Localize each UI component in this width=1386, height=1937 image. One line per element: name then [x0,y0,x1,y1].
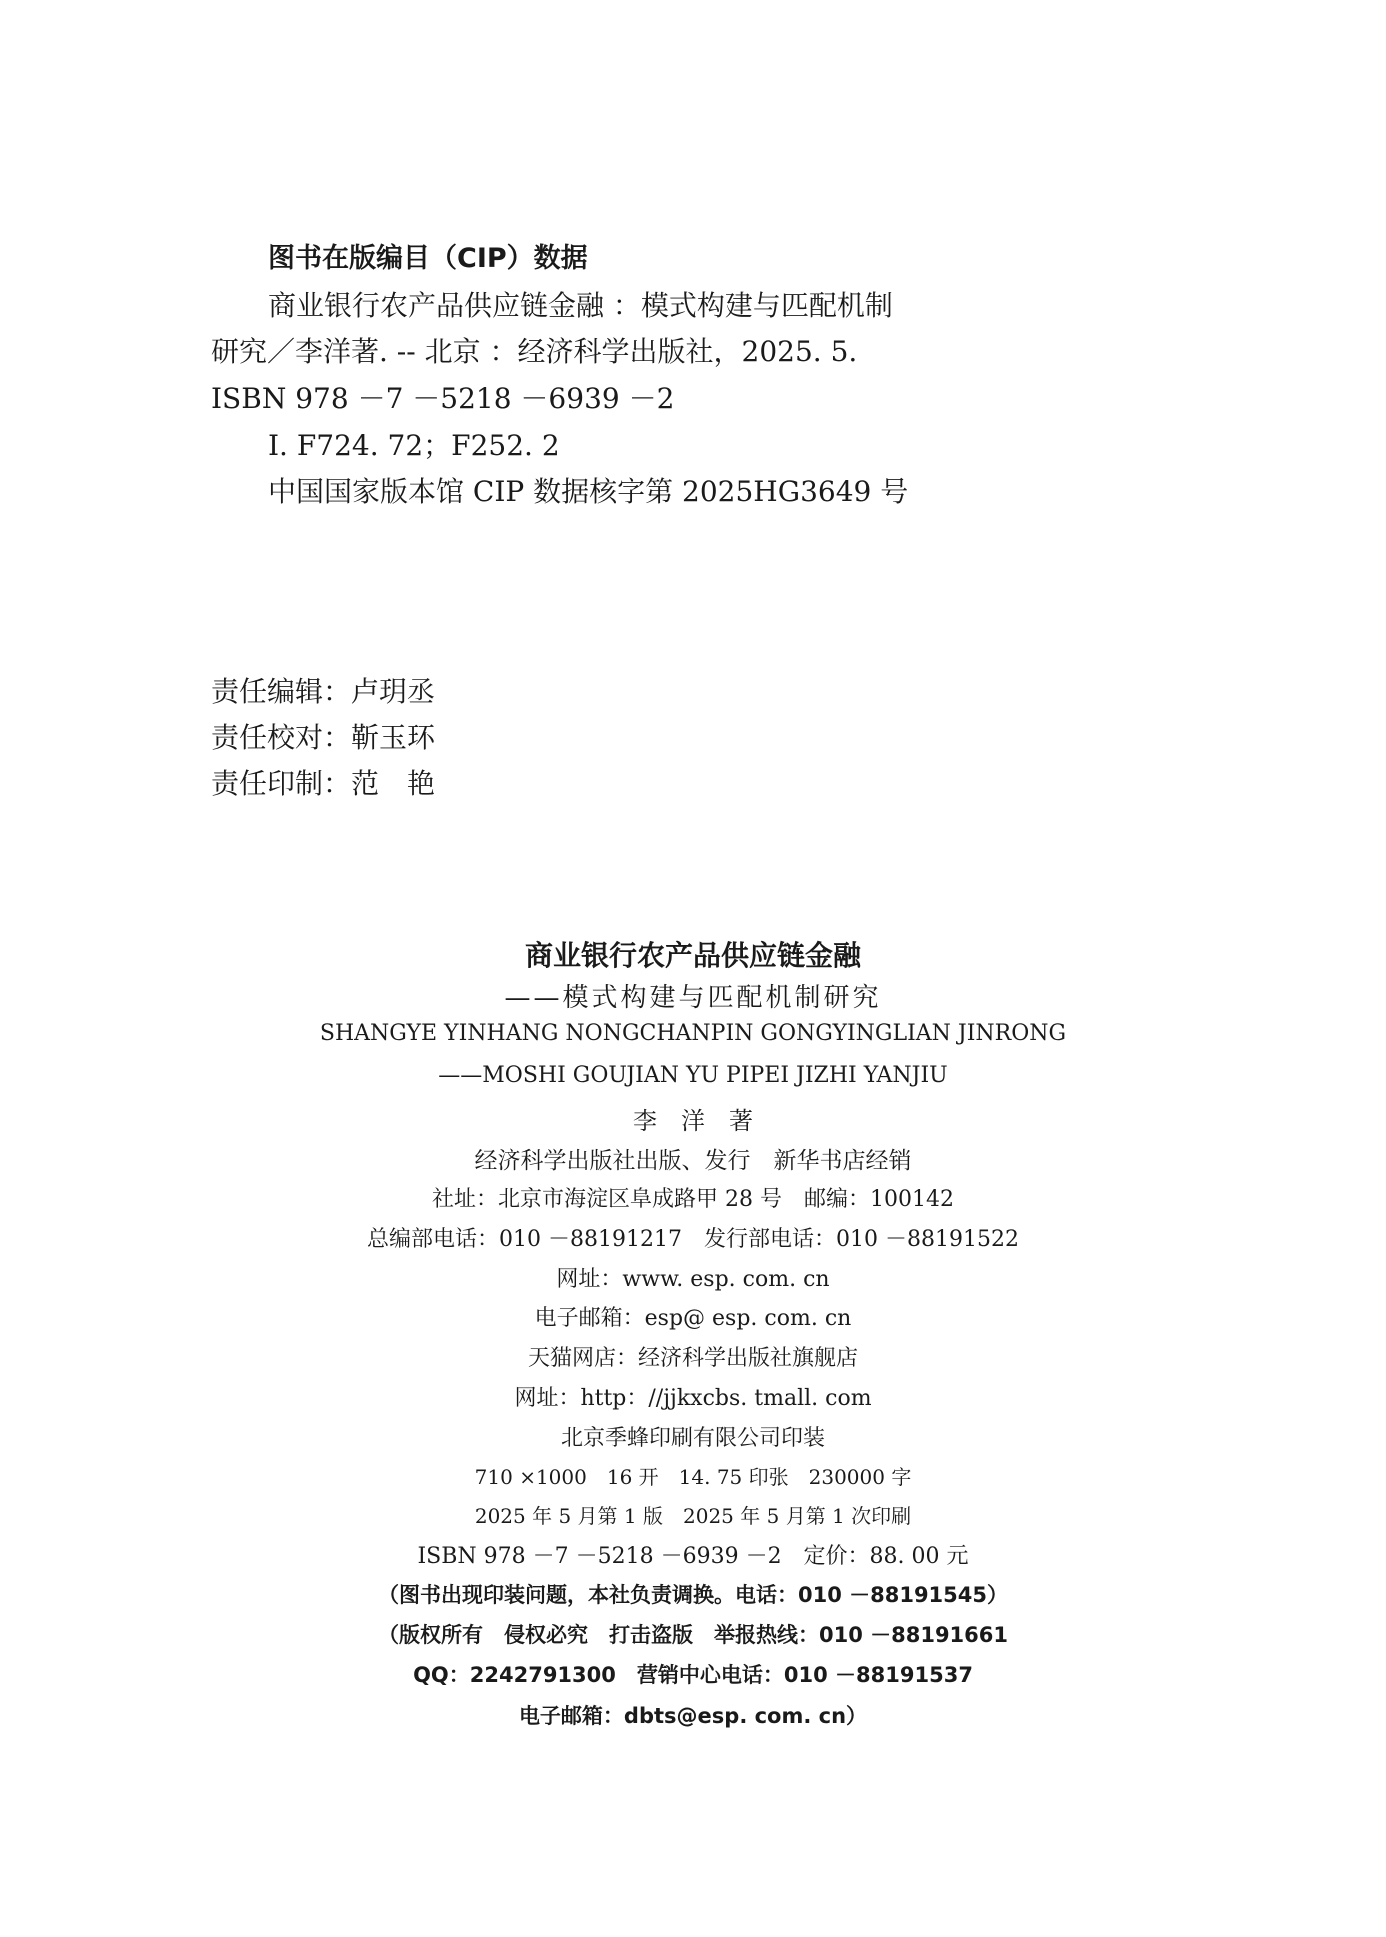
subtitle-pinyin: ——MOSHI GOUJIAN YU PIPEI JIZHI YANJIU [438,1063,948,1088]
book-title: 商业银行农产品供应链金融 [524,939,861,972]
notice-line-1: （图书出现印装问题，本社负责调换。电话：010 －88191545） [377,1583,1009,1607]
tmall-url-line: 网址：http：//jjkxcbs. tmall. com [514,1386,872,1411]
notice-line-4: 电子邮箱：dbts@esp. com. cn） [518,1704,868,1728]
cip-title-line: 商业银行农产品供应链金融 ：模式构建与匹配机制 [268,289,893,322]
notice-line-3: QQ：2242791300 营销中心电话：010 －88191537 [413,1663,973,1687]
responsible-proofreader: 责任校对：靳玉环 [211,721,436,754]
responsible-editor: 责任编辑：卢玥丞 [211,675,436,708]
cip-classification-line: Ⅰ. F724. 72；F252. 2 [268,429,560,462]
responsible-printing: 责任印制：范 艳 [211,767,436,800]
author: 李 洋 著 [633,1107,753,1135]
phone-line: 总编部电话：010 －88191217 发行部电话：010 －88191522 [367,1227,1019,1252]
isbn-price-line: ISBN 978 －7 －5218 －6939 －2 定价：88. 00 元 [417,1544,969,1569]
book-subtitle: ——模式构建与匹配机制研究 [504,983,882,1013]
publisher-line: 经济科学出版社出版、发行 新华书店经销 [474,1148,912,1174]
email-line: 电子邮箱：esp@ esp. com. cn [534,1306,852,1331]
cip-author-line: 研究／李洋著. -- 北京 ：经济科学出版社，2025. 5. [211,335,858,368]
tmall-store-line: 天猫网店：经济科学出版社旗舰店 [527,1346,858,1371]
cip-heading: 图书在版编目（CIP）数据 [268,243,588,274]
printer-line: 北京季蜂印刷有限公司印装 [560,1426,825,1451]
cip-isbn-line: ISBN 978 －7 －5218 －6939 －2 [211,382,675,415]
notice-line-2: （版权所有 侵权必究 打击盗版 举报热线：010 －88191661 [377,1623,1009,1647]
format-line: 710 ×1000 16 开 14. 75 印张 230000 字 [474,1465,912,1489]
title-pinyin: SHANGYE YINHANG NONGCHANPIN GONGYINGLIAN JINRONG [319,1021,1067,1046]
address-line: 社址：北京市海淀区阜成路甲 28 号 邮编：100142 [432,1187,954,1212]
cip-record-number-line: 中国国家版本馆 CIP 数据核字第 2025HG3649 号 [268,475,909,508]
edition-line: 2025 年 5 月第 1 版 2025 年 5 月第 1 次印刷 [474,1504,912,1528]
website-line: 网址：www. esp. com. cn [556,1267,830,1292]
